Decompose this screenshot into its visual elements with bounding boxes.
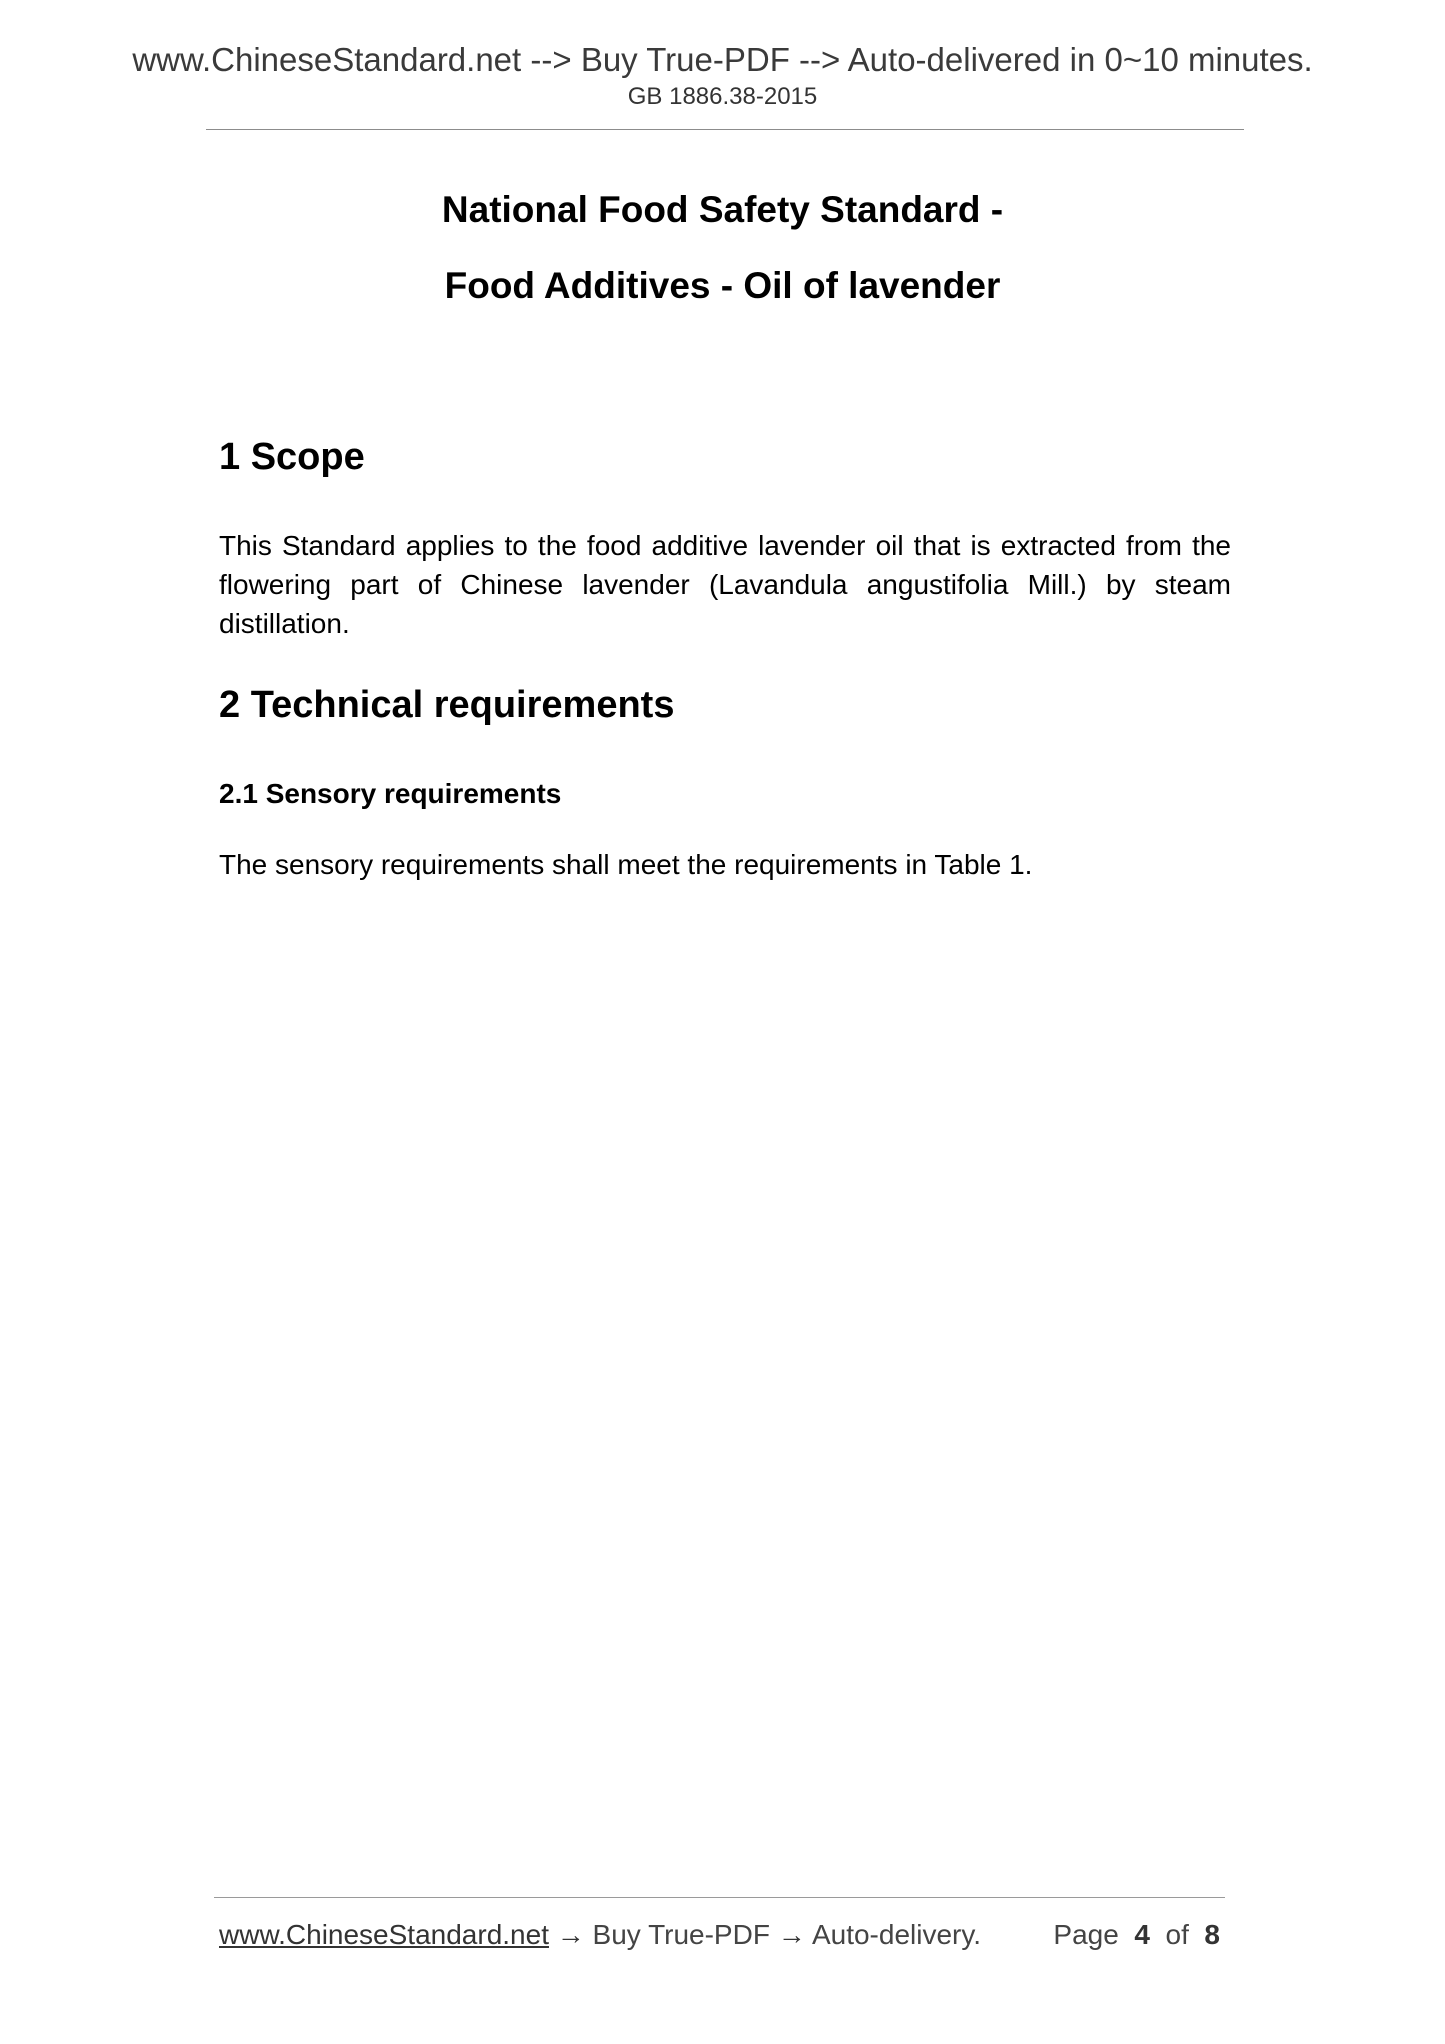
page-footer: [219, 1915, 1225, 1955]
arrow-right-icon: →: [777, 1919, 806, 1950]
banner-delivery: Auto-delivered in 0~10 minutes.: [847, 41, 1313, 78]
banner-site[interactable]: www.ChineseStandard.net: [132, 41, 522, 78]
banner-separator: -->: [530, 41, 572, 78]
page-total: 8: [1204, 1919, 1220, 1950]
footer-divider: [214, 1897, 1225, 1898]
footer-buy: Buy True-PDF: [592, 1919, 770, 1950]
sensory-paragraph: The sensory requirements shall meet the requirements in Table 1.: [219, 849, 1033, 880]
title-line-2: Food Additives - Oil of lavender: [444, 265, 1001, 306]
arrow-right-icon: →: [556, 1919, 585, 1950]
page-of: of: [1165, 1919, 1189, 1950]
banner-buy: Buy True-PDF: [580, 41, 790, 78]
page-label: Page: [1053, 1919, 1119, 1950]
technical-requirements-heading: 2 Technical requirements: [219, 684, 675, 726]
page-current: 4: [1134, 1919, 1150, 1950]
footer-site-link[interactable]: www.ChineseStandard.net: [219, 1919, 549, 1950]
footer-promo: [219, 1915, 981, 1955]
header-divider: [206, 129, 1244, 130]
scope-heading: 1 Scope: [219, 436, 365, 478]
standard-number: GB 1886.38-2015: [627, 83, 818, 110]
banner-separator: -->: [799, 41, 841, 78]
sensory-requirements-heading: 2.1 Sensory requirements: [219, 778, 562, 809]
document-title: [0, 172, 1445, 324]
page-indicator: [1053, 1915, 1220, 1955]
footer-delivery: Auto-delivery.: [811, 1919, 982, 1950]
scope-paragraph: This Standard applies to the food additive lavender oil that is extracted from the flowering part of Chinese lavender (Lavandula angustifolia Mill.) by steam distillation.: [219, 530, 1231, 639]
title-line-1: National Food Safety Standard -: [441, 189, 1004, 230]
header-banner: [0, 38, 1445, 82]
